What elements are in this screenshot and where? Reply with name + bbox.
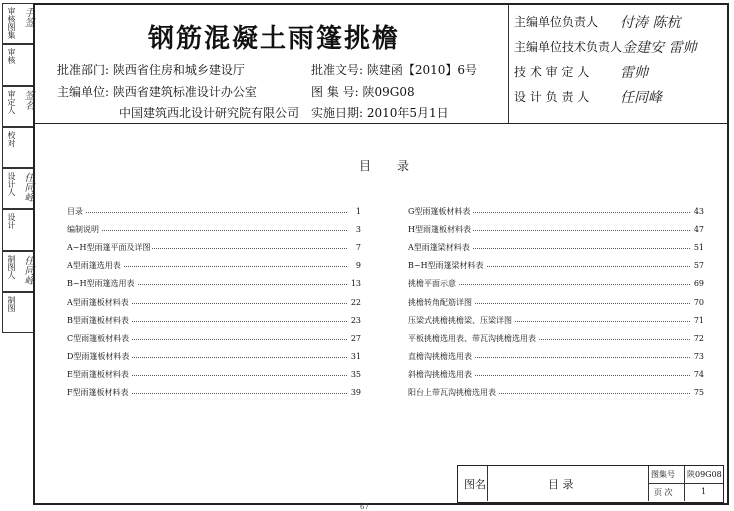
toc-entry-label: 直檐沟挑檐选用表 [408,351,472,361]
title-block [457,465,724,503]
sidebar-label: 审定人 [7,89,16,114]
toc-entry-label: 挑檐转角配筋详图 [408,297,472,307]
toc-entry [408,334,704,344]
sidebar-signature: 任同峰 [22,172,33,202]
tb-atlas-label: 图集号 [651,470,675,479]
toc-entry-label: H型雨篷板材料表 [408,225,471,235]
approve-dept: 批准部门: 陕西省住房和城乡建设厅 [57,63,245,77]
toc-entry-label: C型雨篷板材料表 [67,333,130,343]
toc-right-column [408,207,704,407]
role-signature: 付涛 陈杭 [620,15,681,31]
role-label: 主编单位技术负责人 [514,40,623,54]
sidebar-signature: 任同峰 [22,254,33,285]
sign-off-sidebar [2,3,33,333]
sidebar-label: 制图 [7,295,16,312]
sidebar-signature: 签名 [22,89,33,110]
toc-entry-page: 70 [693,297,704,307]
toc-entry [67,225,361,235]
toc-entry [67,316,361,326]
toc-entry-label: 挑檐平面示意 [408,279,456,289]
sidebar-label: 审核 [7,48,16,65]
toc-entry [408,207,704,217]
sidebar-cell [2,292,33,333]
toc-entry-page: 57 [693,261,704,271]
toc-entry-label: E型雨篷板材料表 [67,369,129,379]
toc-entry-page: 31 [350,351,361,361]
toc-entry-page: 51 [693,243,704,253]
toc-entry-label: B~H型雨篷梁材料表 [408,261,484,271]
tb-page-value: 1 [701,487,707,496]
sidebar-label: 设计 [7,213,16,230]
role-signature: 雷帅 [620,65,648,81]
toc-entry-page: 71 [693,315,704,325]
toc-entry-label: A~H型雨篷平面及详图 [67,243,151,253]
toc-entry [67,388,361,398]
toc-entry [408,352,704,362]
tb-name-value: 目 录 [548,478,574,491]
toc-entry-label: 斜檐沟挑檐选用表 [408,369,472,379]
toc-entry [67,370,361,380]
toc-entry-page: 9 [355,261,361,271]
toc-entry-page: 7 [355,243,361,253]
toc-entry-label: D型雨篷板材料表 [67,351,130,361]
role-label: 主编单位负责人 [514,15,599,29]
tb-name-label: 图名 [464,478,486,491]
sidebar-signature: 手签 [22,7,33,27]
toc-entry-page: 73 [693,351,704,361]
toc-entry-page: 23 [350,315,361,325]
toc-entry-label: G型雨篷板材料表 [408,207,471,216]
role-signature: 金建安 雷帅 [622,40,697,56]
toc-entry-label: 目录 [67,207,83,216]
page-title: 钢筋混凝土雨篷挑檐 [148,24,401,54]
toc-entry-page: 1 [355,207,361,216]
toc-entry [408,370,704,380]
sidebar-label: 审核图集 [7,7,16,39]
sidebar-cell [2,251,33,292]
toc-entry-label: A型雨篷板材料表 [67,297,129,307]
role-label: 技 术 审 定 人 [514,65,590,79]
toc-entry [67,279,361,289]
toc-entry-label: B~H型雨篷选用表 [67,279,135,289]
toc-entry-page: 47 [693,225,704,235]
toc-entry-label: 阳台上带瓦沟挑檐选用表 [408,388,496,397]
sidebar-label: 校对 [7,130,16,147]
sidebar-cell [2,44,33,85]
toc-entry-page: 39 [350,388,361,397]
tb-page-label: 页 次 [654,488,673,497]
sidebar-cell [2,86,33,127]
sidebar-cell [2,168,33,209]
header-bottom-line [33,123,729,124]
toc-entry [408,261,704,271]
toc-entry-label: F型雨篷板材料表 [67,388,129,397]
toc-entry-page: 27 [350,333,361,343]
toc-left-column [67,207,361,407]
toc-entry [408,298,704,308]
toc-entry-page: 35 [350,369,361,379]
toc-entry [67,298,361,308]
toc-entry [408,225,704,235]
toc-entry-label: A型雨篷选用表 [67,261,121,271]
tb-atlas-value: 陕09G08 [687,470,722,479]
toc-entry-page: 72 [693,333,704,343]
toc-entry [408,388,704,398]
role-signature: 任同峰 [620,90,662,106]
toc-entry-page: 22 [350,297,361,307]
header-divider [508,5,509,123]
toc-entry [408,316,704,326]
editor-unit: 主编单位: 陕西省建筑标准设计办公室 [57,85,257,99]
sidebar-cell [2,3,33,44]
toc-entry-label: 压梁式挑檐挑檐梁、压梁详图 [408,315,512,325]
sidebar-label: 设计人 [7,172,16,196]
toc-leader-dots [67,212,347,213]
toc-entry-page: 69 [693,279,704,289]
toc-entry-page: 74 [693,369,704,379]
editor-unit-2: 中国建筑西北设计研究院有限公司 [119,106,300,120]
toc-entry [67,261,361,271]
sidebar-cell [2,127,33,168]
footer-page-number: 67 [360,503,369,511]
toc-entry [67,352,361,362]
toc-entry [408,243,704,253]
atlas-number: 图 集 号: 陕09G08 [311,85,415,99]
toc-heading: 目录 [359,159,436,173]
toc-entry [67,334,361,344]
toc-entry-label: 编制说明 [67,225,99,235]
toc-leader-dots [67,230,347,231]
toc-entry-page: 43 [693,207,704,216]
approve-number: 批准文号: 陕建函【2010】6号 [311,63,478,77]
toc-entry-label: A型雨篷梁材料表 [408,243,470,253]
tb-divider-1 [487,466,488,501]
toc-entry-page: 75 [693,388,704,397]
tb-row-divider [648,483,723,484]
toc-entry [67,207,361,217]
toc-entry-page: 13 [350,279,361,289]
sidebar-cell [2,209,33,250]
effective-date: 实施日期: 2010年5月1日 [311,106,449,120]
toc-entry [408,279,704,289]
toc-entry-label: 平板挑檐选用表、带瓦沟挑檐选用表 [408,333,536,343]
role-label: 设 计 负 责 人 [514,90,590,104]
toc-entry-label: B型雨篷板材料表 [67,315,129,325]
sidebar-label: 制图人 [7,254,16,279]
toc-entry [67,243,361,253]
toc-entry-page: 3 [355,225,361,235]
